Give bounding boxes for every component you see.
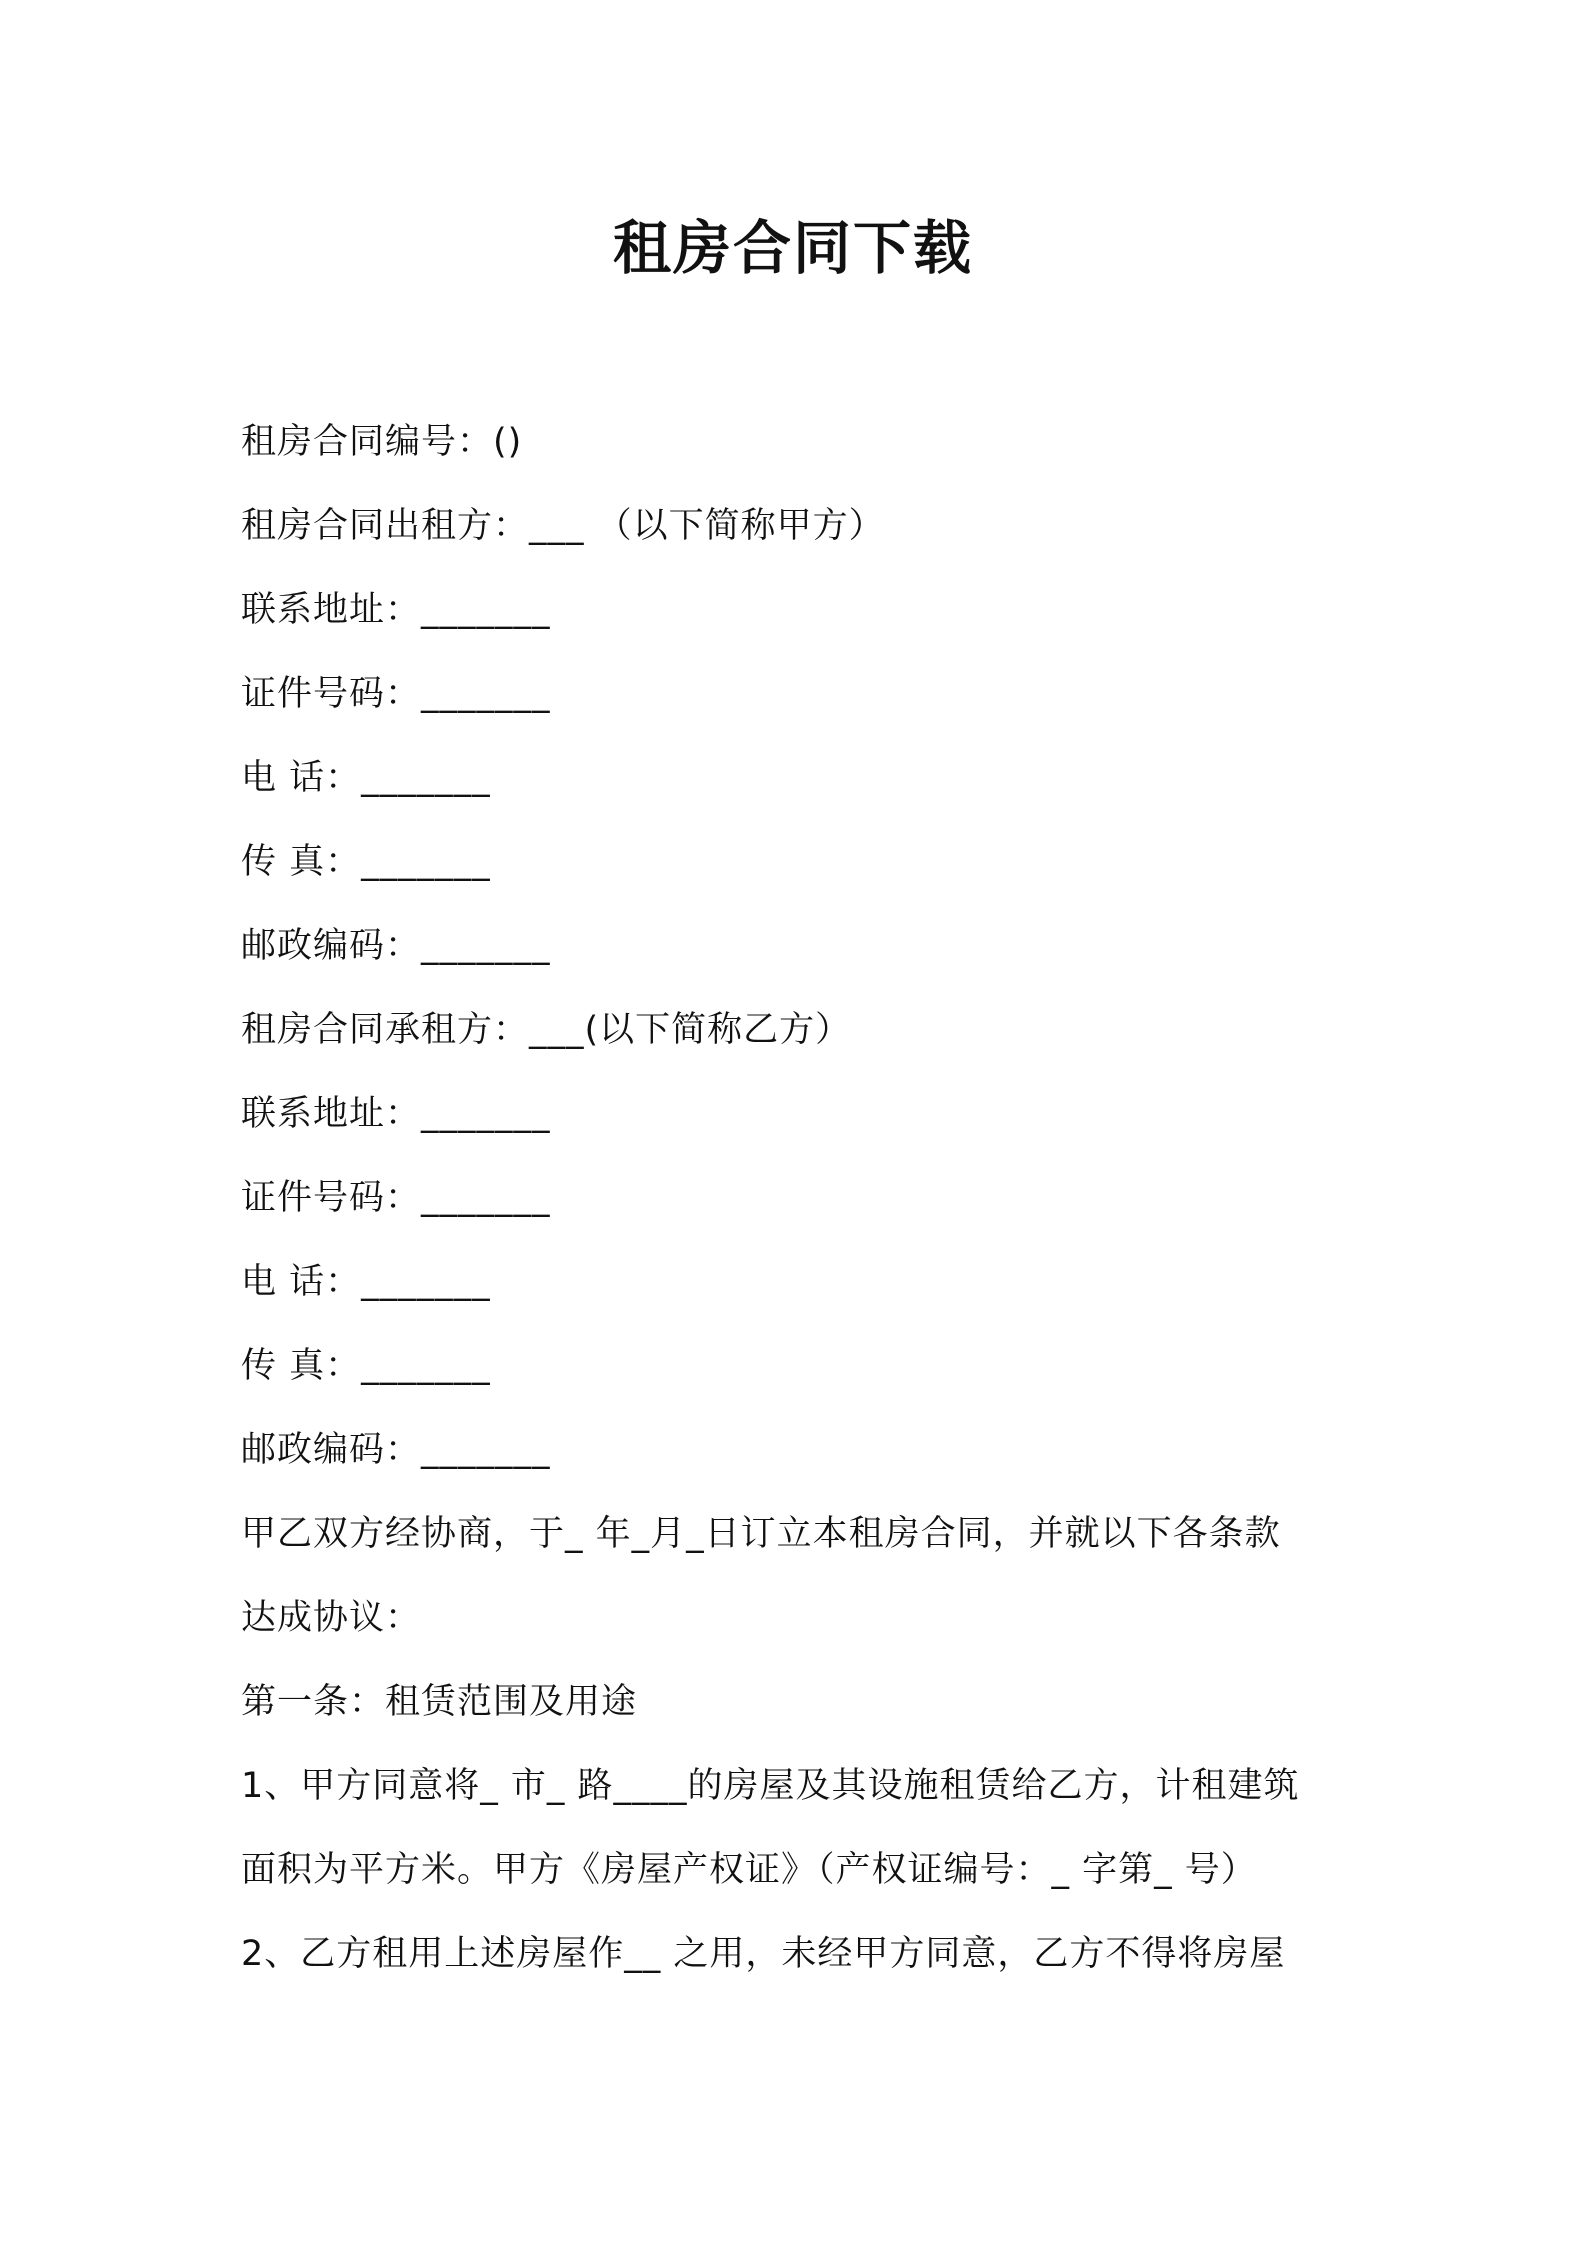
lessor-phone-line: 电 话：_______ — [241, 758, 491, 798]
agreement-intro-line: 甲乙双方经协商，于_ 年_月_日订立本租房合同，并就以下各条款 — [241, 1514, 1281, 1554]
lessee-line: 租房合同承租方：___(以下简称乙方） — [241, 1010, 852, 1050]
lessor-postcode-line: 邮政编码：_______ — [241, 926, 551, 966]
lessee-phone-line: 电 话：_______ — [241, 1262, 491, 1302]
clause-one-line-continued: 面积为平方米。甲方《房屋产权证》（产权证编号：_ 字第_ 号） — [241, 1850, 1257, 1890]
clause-two-line: 2、乙方租用上述房屋作__ 之用，未经甲方同意，乙方不得将房屋 — [241, 1934, 1286, 1974]
contract-number-line: 租房合同编号：() — [241, 422, 523, 462]
lessor-fax-line: 传 真：_______ — [241, 842, 491, 882]
lessee-fax-line: 传 真：_______ — [241, 1346, 491, 1386]
lessor-line: 租房合同出租方：___ （以下简称甲方） — [241, 506, 885, 546]
lessor-id-line: 证件号码：_______ — [241, 674, 551, 714]
document-title: 租房合同下载 — [612, 214, 973, 282]
lessor-address-line: 联系地址：_______ — [241, 590, 551, 630]
document-body — [241, 400, 1361, 1996]
lessee-postcode-line: 邮政编码：_______ — [241, 1430, 551, 1470]
lessee-id-line: 证件号码：_______ — [241, 1178, 551, 1218]
clause-one-line: 1、甲方同意将_ 市_ 路____的房屋及其设施租赁给乙方，计租建筑 — [241, 1766, 1300, 1806]
lessee-address-line: 联系地址：_______ — [241, 1094, 551, 1134]
agreement-intro-line-continued: 达成协议： — [241, 1598, 422, 1638]
article-one-heading: 第一条：租赁范围及用途 — [241, 1682, 638, 1722]
